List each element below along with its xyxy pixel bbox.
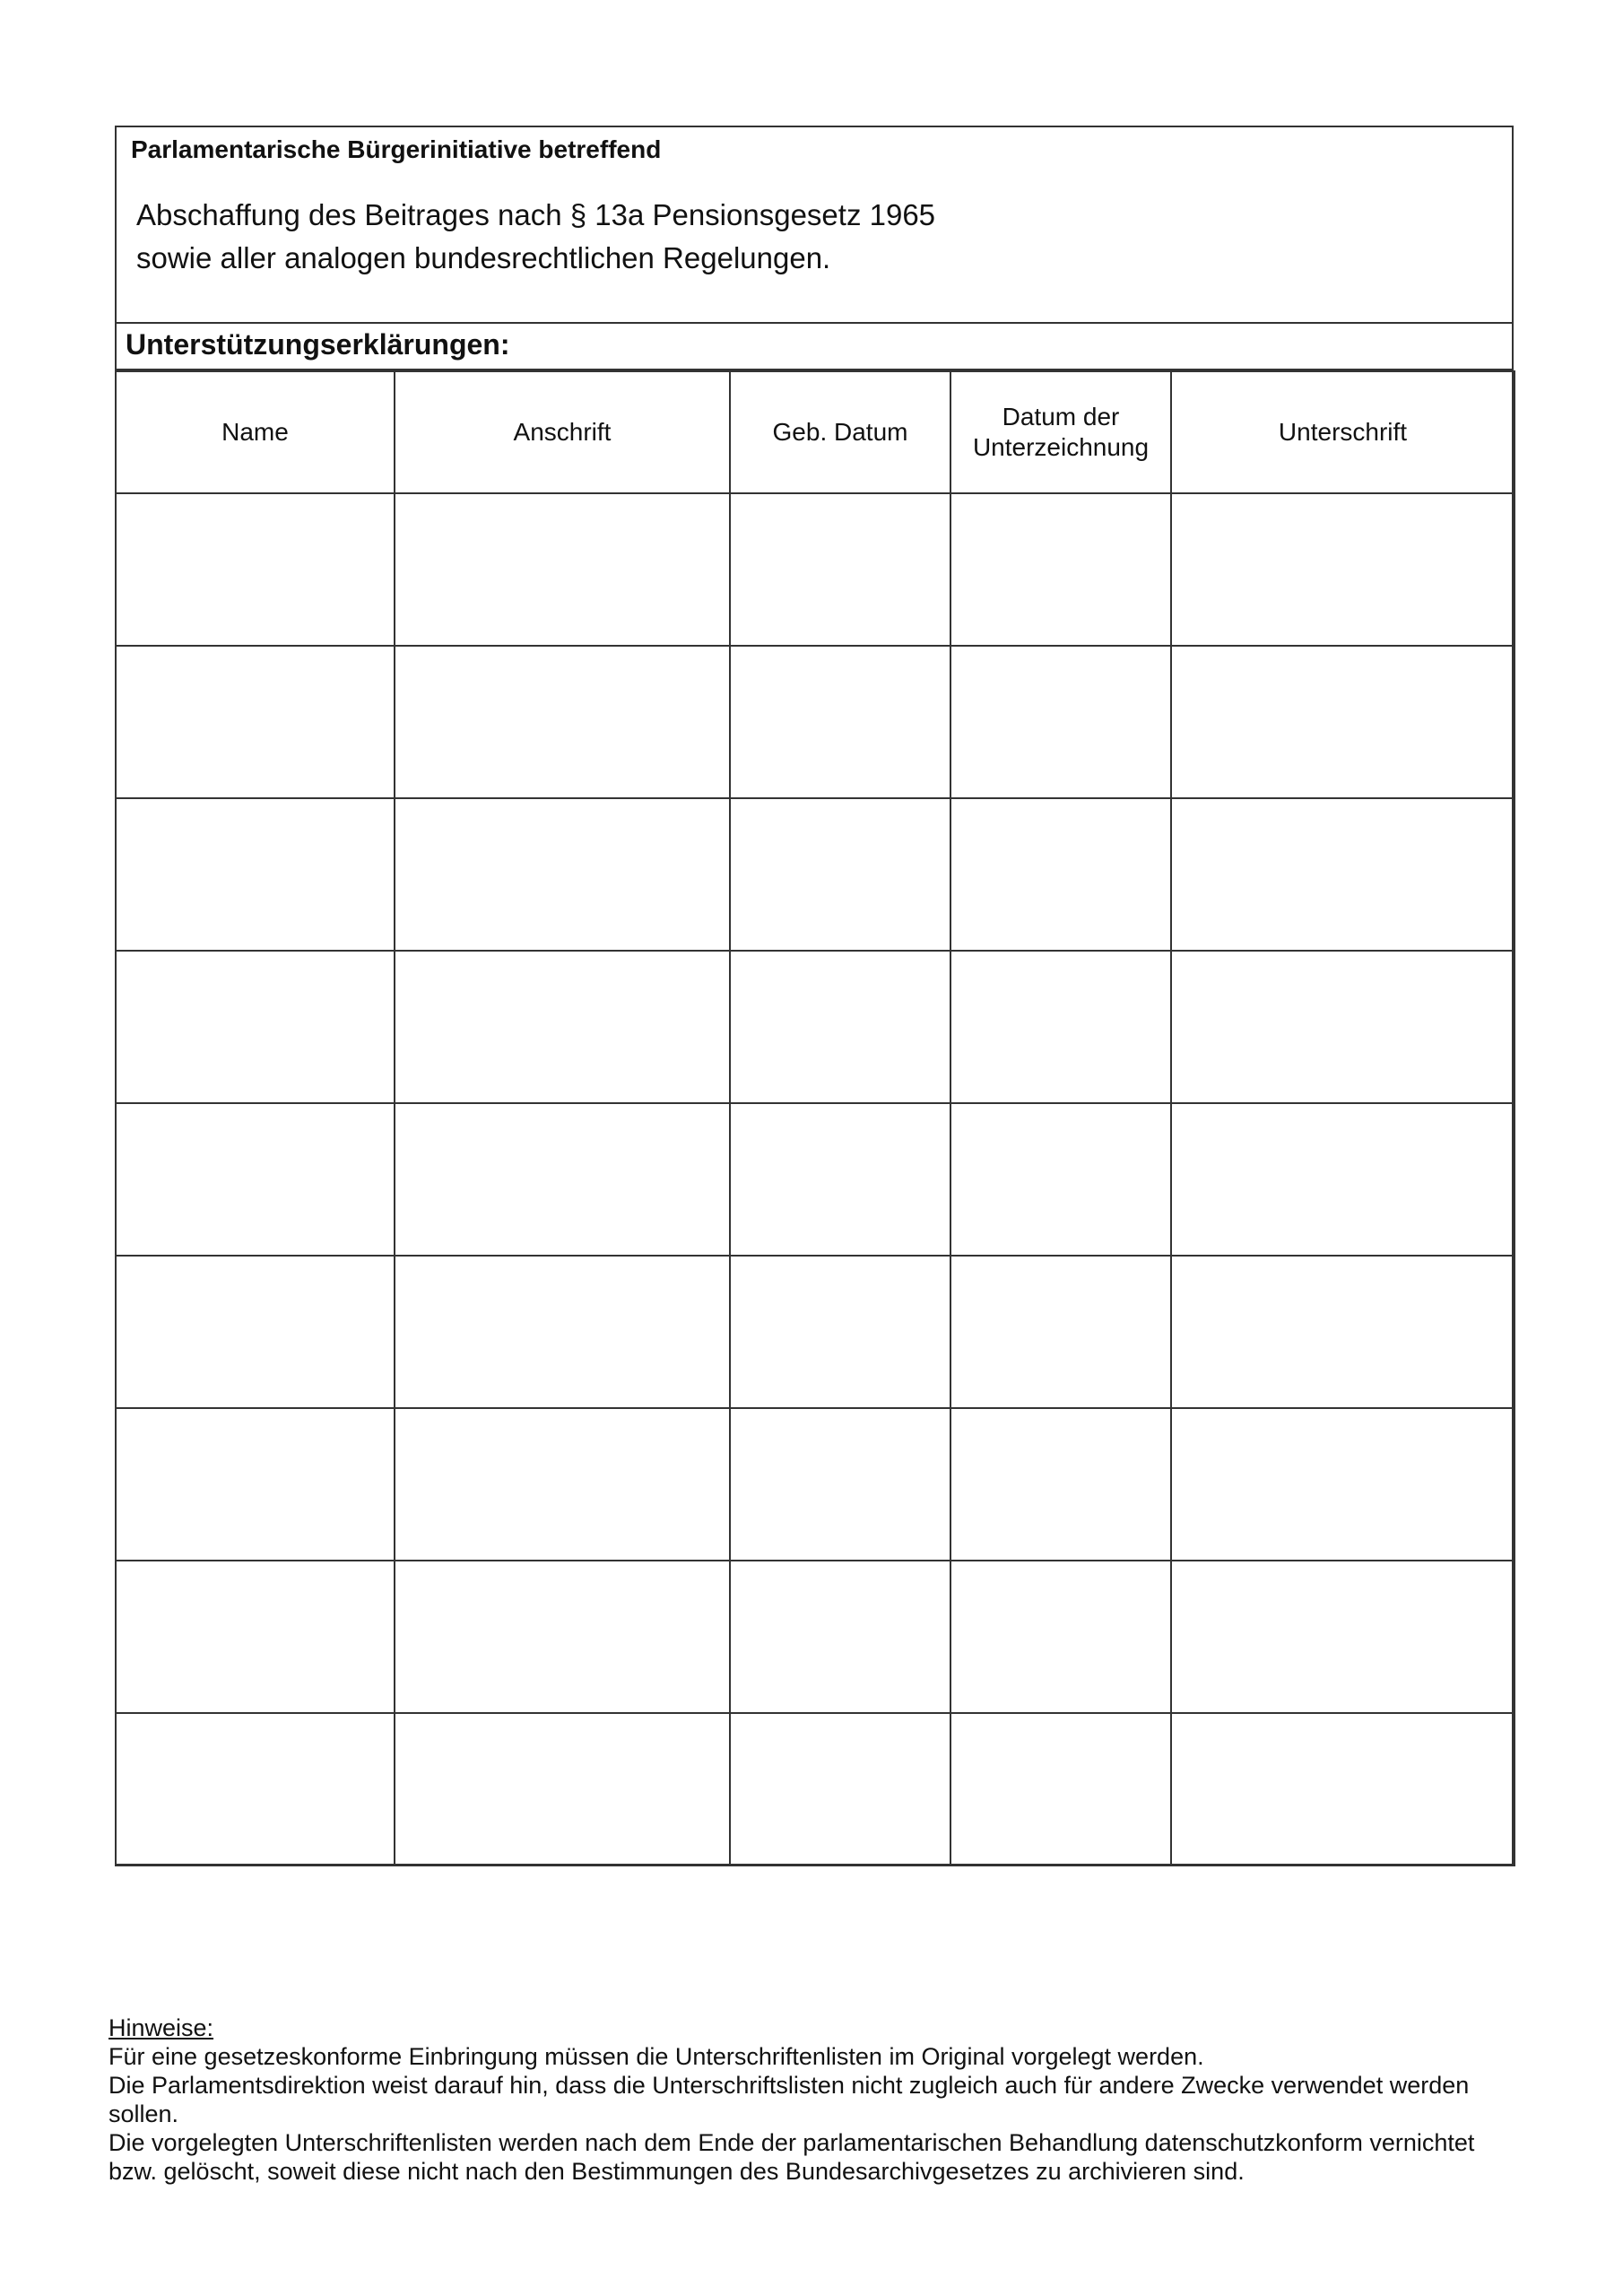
name-cell[interactable]: [116, 1408, 395, 1561]
signing-date-cell[interactable]: [950, 951, 1171, 1103]
column-header-signing-date: Datum der Unterzeichnung: [950, 371, 1171, 493]
table-row: [116, 1103, 1515, 1256]
table-row: [116, 951, 1515, 1103]
table-row: [116, 1256, 1515, 1408]
signing-date-cell[interactable]: [950, 646, 1171, 798]
birth-date-cell[interactable]: [730, 1408, 950, 1561]
petition-header: [117, 127, 1512, 324]
signature-cell[interactable]: [1171, 1713, 1515, 1866]
address-cell[interactable]: [395, 798, 730, 951]
birth-date-cell[interactable]: [730, 1561, 950, 1713]
name-cell[interactable]: [116, 493, 395, 646]
signing-date-cell[interactable]: [950, 1256, 1171, 1408]
table-row: [116, 1561, 1515, 1713]
name-cell[interactable]: [116, 1713, 395, 1866]
birth-date-cell[interactable]: [730, 1103, 950, 1256]
birth-date-cell[interactable]: [730, 1256, 950, 1408]
column-header-name: Name: [116, 371, 395, 493]
name-cell[interactable]: [116, 1561, 395, 1713]
signature-cell[interactable]: [1171, 1256, 1515, 1408]
petition-title: Parlamentarische Bürgerinitiative betreffend: [131, 135, 662, 163]
birth-date-cell[interactable]: [730, 646, 950, 798]
signing-date-cell[interactable]: [950, 1713, 1171, 1866]
signature-cell[interactable]: [1171, 1103, 1515, 1256]
table-row: [116, 646, 1515, 798]
table-row: [116, 798, 1515, 951]
signing-date-cell[interactable]: [950, 1561, 1171, 1713]
signing-date-cell[interactable]: [950, 798, 1171, 951]
signature-cell[interactable]: [1171, 1561, 1515, 1713]
column-header-birth-date: Geb. Datum: [730, 371, 950, 493]
signature-cell[interactable]: [1171, 493, 1515, 646]
note-data-protection: Die vorgelegten Unterschriftenlisten werden nach dem Ende der parlamentarischen Behandlung datenschutzkonform vernichtet bzw. gelöscht, soweit diese nicht nach den Bestimmungen des Bundesarchivgesetzes zu archivieren sind.: [108, 2129, 1475, 2185]
address-cell[interactable]: [395, 1256, 730, 1408]
address-cell[interactable]: [395, 1561, 730, 1713]
signing-date-cell[interactable]: [950, 1408, 1171, 1561]
petition-subject: [136, 194, 935, 280]
name-cell[interactable]: [116, 1256, 395, 1408]
address-cell[interactable]: [395, 951, 730, 1103]
birth-date-cell[interactable]: [730, 1713, 950, 1866]
signature-cell[interactable]: [1171, 798, 1515, 951]
birth-date-cell[interactable]: [730, 493, 950, 646]
table-row: [116, 1408, 1515, 1561]
signature-cell[interactable]: [1171, 646, 1515, 798]
table-row: [116, 493, 1515, 646]
address-cell[interactable]: [395, 646, 730, 798]
table-row: [116, 1713, 1515, 1866]
signature-table: [115, 370, 1515, 1866]
petition-form: [115, 126, 1514, 1866]
name-cell[interactable]: [116, 951, 395, 1103]
name-cell[interactable]: [116, 646, 395, 798]
name-cell[interactable]: [116, 1103, 395, 1256]
address-cell[interactable]: [395, 493, 730, 646]
support-title: Unterstützungserklärungen:: [126, 328, 510, 361]
address-cell[interactable]: [395, 1408, 730, 1561]
signature-table-body: [116, 493, 1515, 1866]
petition-subject-line-1: Abschaffung des Beitrages nach § 13a Pensionsgesetz 1965: [136, 198, 936, 231]
name-cell[interactable]: [116, 798, 395, 951]
signature-cell[interactable]: [1171, 1408, 1515, 1561]
signature-cell[interactable]: [1171, 951, 1515, 1103]
note-original-required: Für eine gesetzeskonforme Einbringung müssen die Unterschriftenlisten im Original vorgelegt werden.: [108, 2043, 1204, 2070]
note-no-other-purpose: Die Parlamentsdirektion weist darauf hin, dass die Unterschriftslisten nicht zugleich auch für andere Zwecke verwendet werden sollen.: [108, 2072, 1470, 2127]
column-header-address: Anschrift: [395, 371, 730, 493]
petition-subject-line-2: sowie aller analogen bundesrechtlichen Regelungen.: [136, 241, 831, 274]
notes-heading: Hinweise:: [108, 2014, 214, 2041]
column-header-signature: Unterschrift: [1171, 371, 1515, 493]
signing-date-cell[interactable]: [950, 493, 1171, 646]
birth-date-cell[interactable]: [730, 951, 950, 1103]
address-cell[interactable]: [395, 1103, 730, 1256]
signature-table-header-row: [116, 371, 1515, 493]
birth-date-cell[interactable]: [730, 798, 950, 951]
notes-section: [108, 2013, 1525, 2186]
address-cell[interactable]: [395, 1713, 730, 1866]
support-header: [117, 324, 1512, 370]
signing-date-cell[interactable]: [950, 1103, 1171, 1256]
